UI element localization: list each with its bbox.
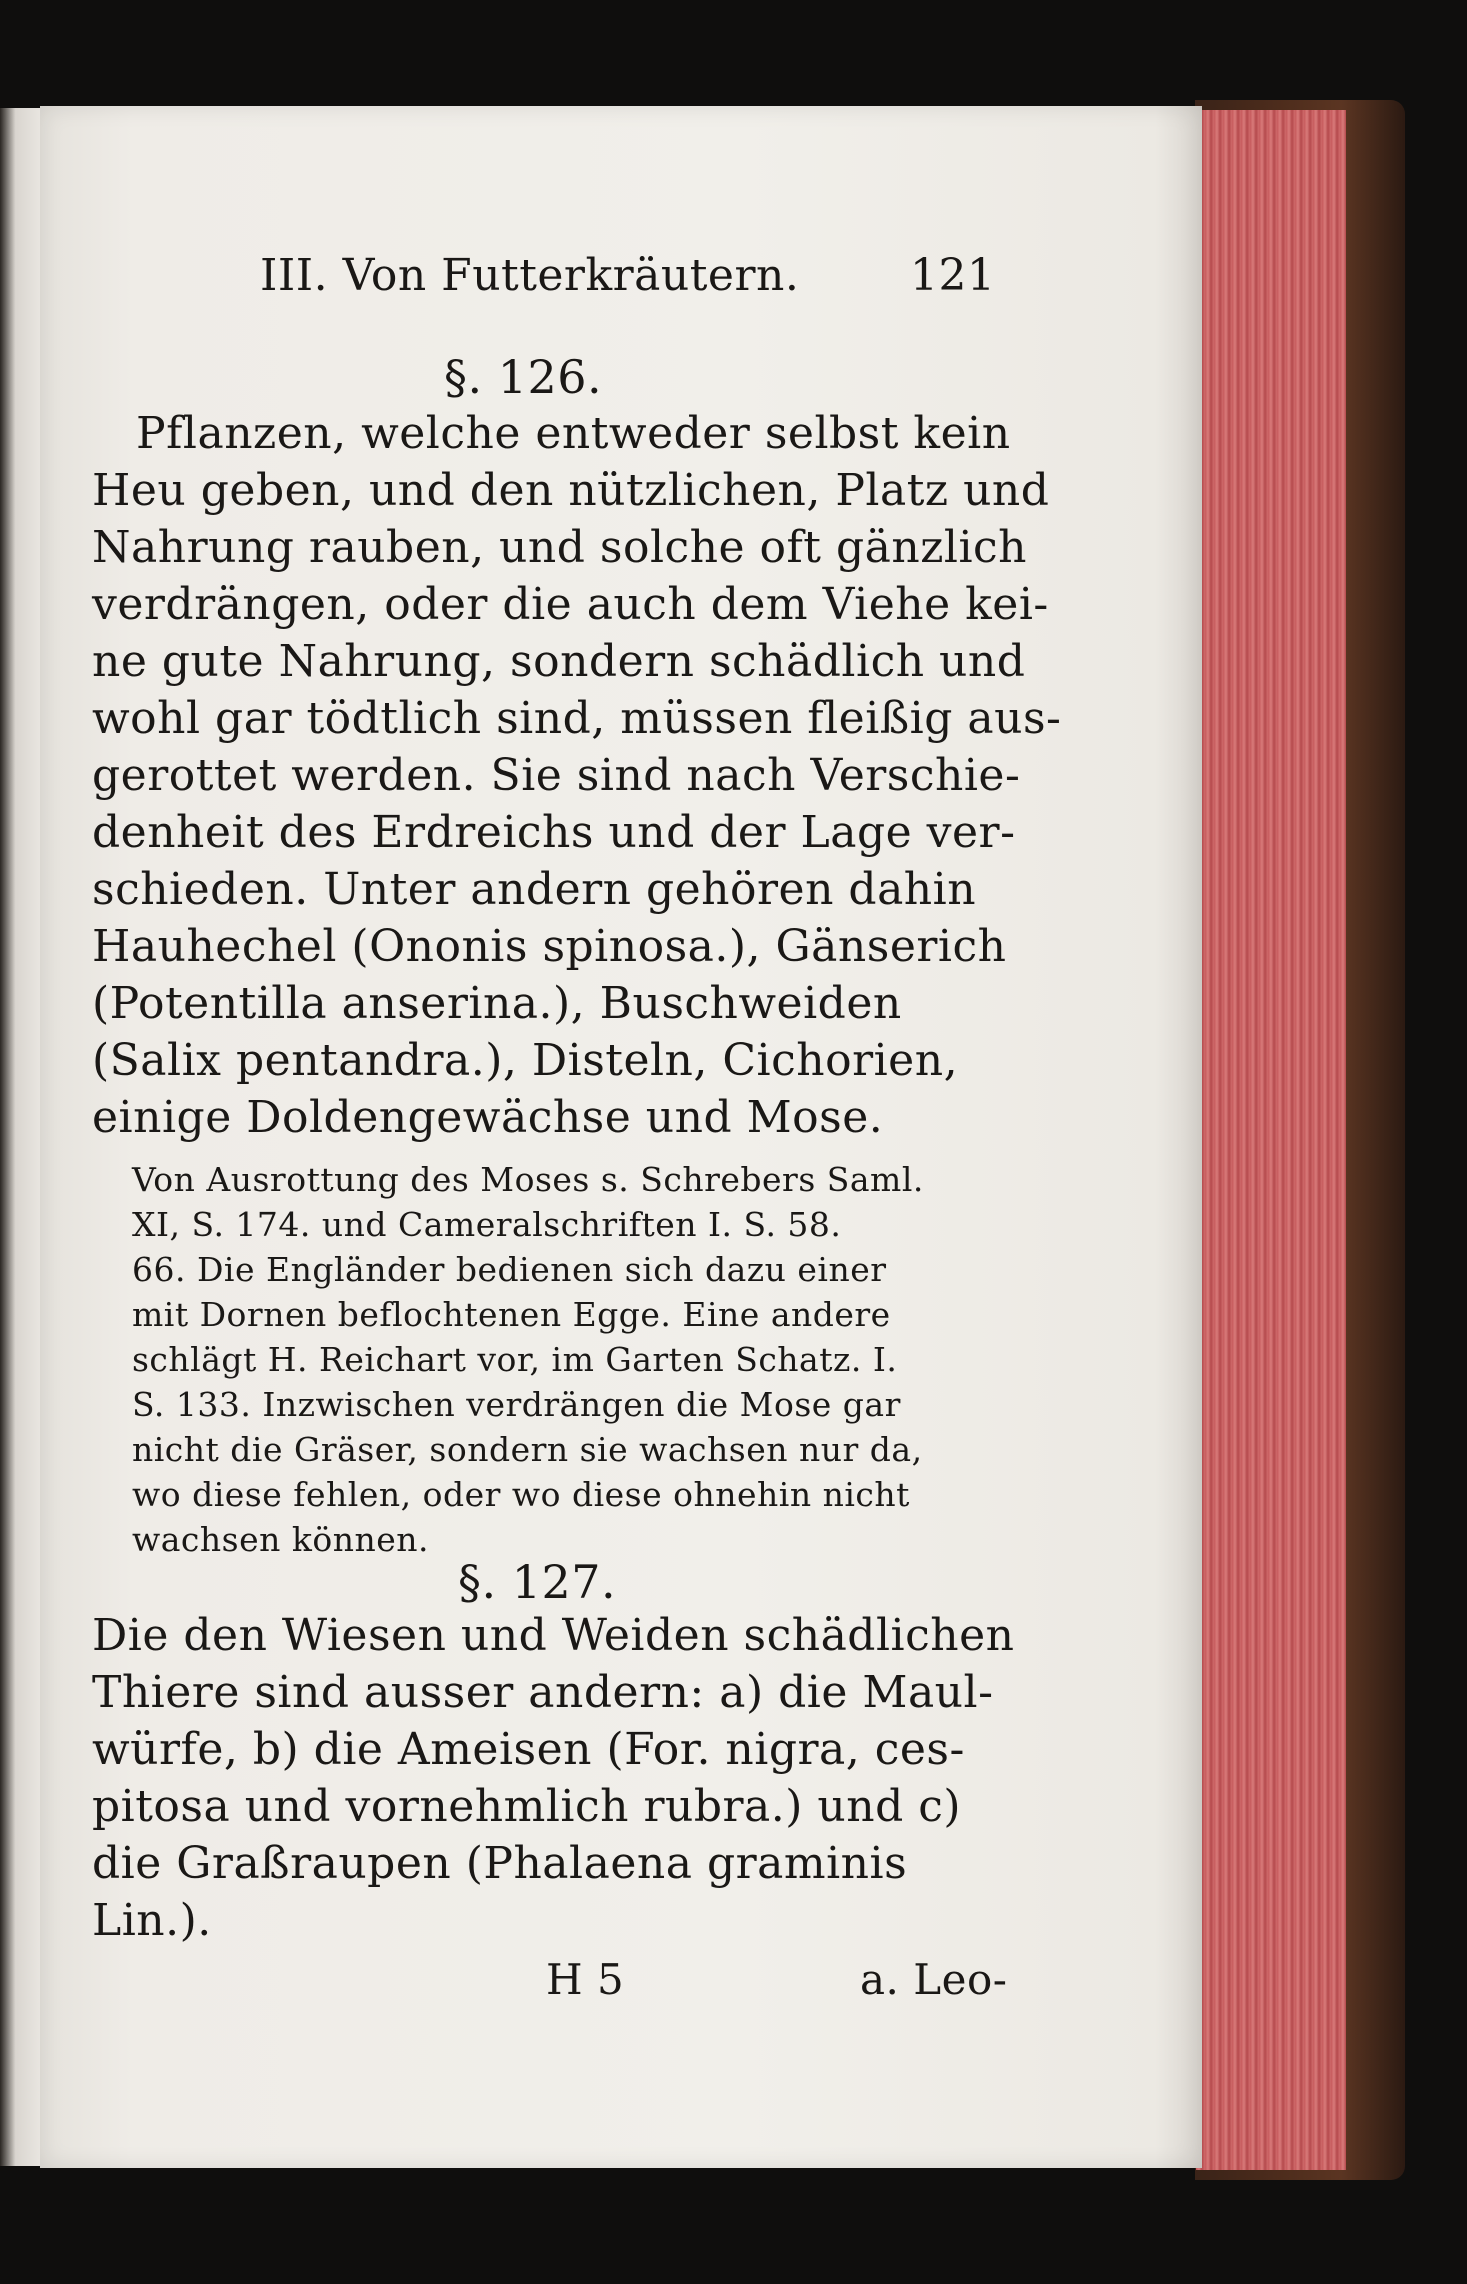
- paragraph-line: denheit des Erdreichs und der Lage ver-: [92, 807, 1016, 858]
- footnote-line: Von Ausrottung des Moses s. Schrebers Saml.: [132, 1160, 924, 1199]
- paragraph-line: (Potentilla anserina.), Buschweiden: [92, 978, 902, 1029]
- catchword: a. Leo-: [860, 1955, 1008, 2004]
- section-number: §. 127.: [458, 1555, 617, 1609]
- paragraph-line: Heu geben, und den nützlichen, Platz und: [92, 465, 1050, 516]
- running-header: III. Von Futterkräutern.: [260, 250, 800, 301]
- paragraph-line: Lin.).: [92, 1895, 212, 1946]
- footnote-line: XI, S. 174. und Cameralschriften I. S. 58.: [132, 1205, 842, 1244]
- paragraph-line: die Graßraupen (Phalaena graminis: [92, 1838, 908, 1889]
- footnote-line: S. 133. Inzwischen verdrängen die Mose gar: [132, 1385, 901, 1424]
- footnote-line: wo diese fehlen, oder wo diese ohnehin nicht: [132, 1475, 910, 1514]
- signature-mark: H 5: [546, 1955, 625, 2004]
- paragraph-line: gerottet werden. Sie sind nach Verschie-: [92, 750, 1021, 801]
- paragraph-line: verdrängen, oder die auch dem Viehe kei-: [92, 579, 1049, 630]
- paragraph-line: schieden. Unter andern gehören dahin: [92, 864, 977, 915]
- footnote-line: 66. Die Engländer bedienen sich dazu einer: [132, 1250, 887, 1289]
- paragraph-line: (Salix pentandra.), Disteln, Cichorien,: [92, 1035, 959, 1086]
- page-number: 121: [910, 250, 996, 301]
- red-page-edges: [1196, 110, 1346, 2170]
- paragraph-line: wohl gar tödtlich sind, müssen fleißig aus-: [92, 693, 1062, 744]
- paragraph-line: Die den Wiesen und Weiden schädlichen: [92, 1610, 1015, 1661]
- left-page-edge: [0, 108, 44, 2166]
- footnote-line: mit Dornen beflochtenen Egge. Eine andere: [132, 1295, 891, 1334]
- footnote-line: schlägt H. Reichart vor, im Garten Schatz. I.: [132, 1340, 898, 1379]
- paragraph-line: ne gute Nahrung, sondern schädlich und: [92, 636, 1026, 687]
- section-number: §. 126.: [444, 350, 603, 404]
- paragraph-line: Thiere sind ausser andern: a) die Maul-: [92, 1667, 994, 1718]
- footnote-line: wachsen können.: [132, 1520, 430, 1559]
- paragraph-line: einige Doldengewächse und Mose.: [92, 1092, 884, 1143]
- paragraph-line: Pflanzen, welche entweder selbst kein: [136, 408, 1011, 459]
- paragraph-line: Hauhechel (Ononis spinosa.), Gänserich: [92, 921, 1007, 972]
- paragraph-line: würfe, b) die Ameisen (For. nigra, ces-: [92, 1724, 965, 1775]
- footnote-line: nicht die Gräser, sondern sie wachsen nur da,: [132, 1430, 923, 1469]
- paragraph-line: Nahrung rauben, und solche oft gänzlich: [92, 522, 1028, 573]
- paragraph-line: pitosa und vornehmlich rubra.) und c): [92, 1781, 962, 1832]
